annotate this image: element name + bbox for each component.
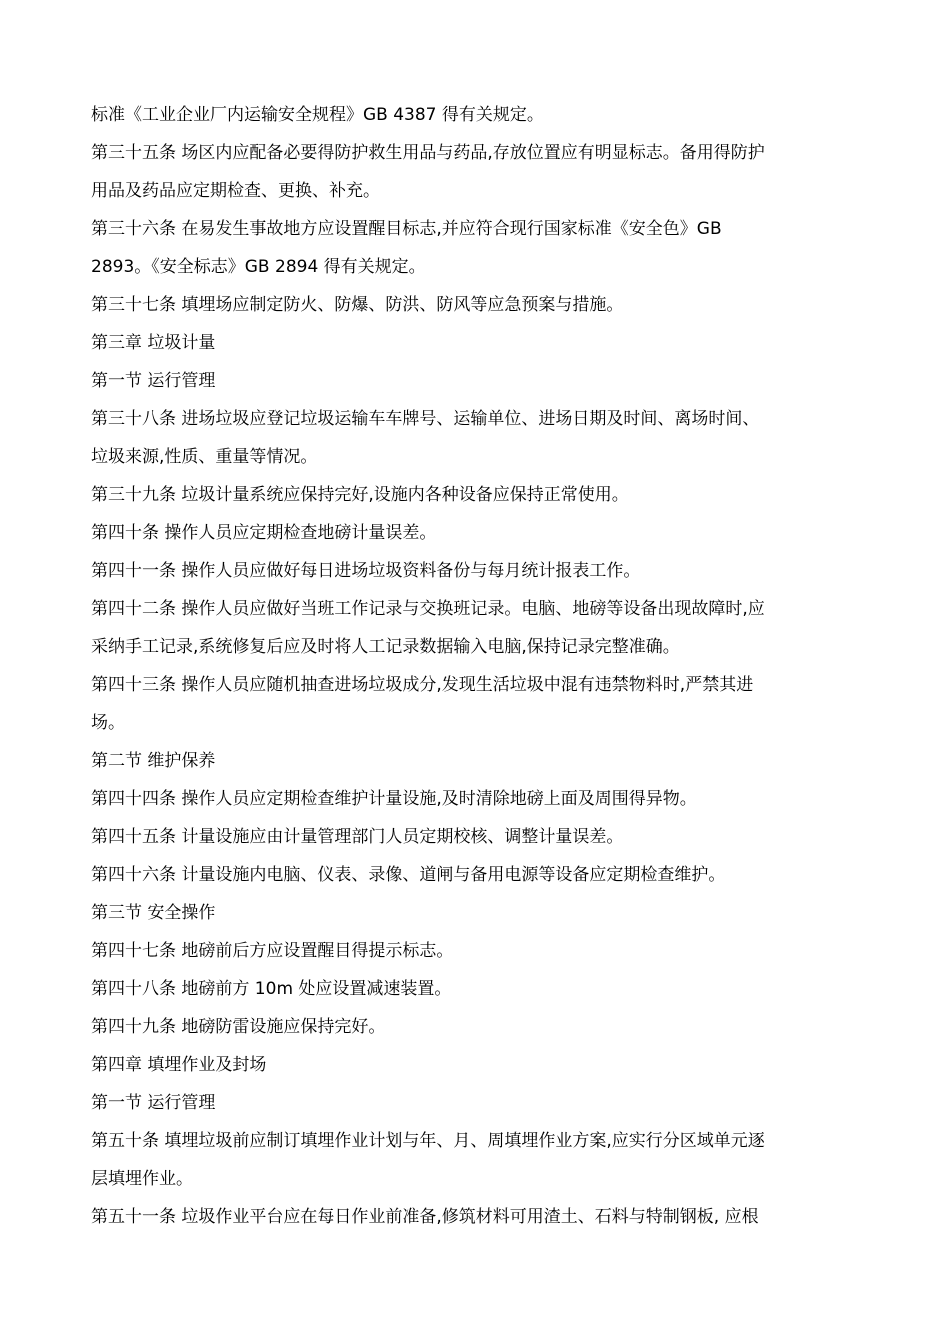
text-line: 采纳手工记录,系统修复后应及时将人工记录数据输入电脑,保持记录完整准确。 bbox=[91, 637, 680, 657]
article-51-line: 第五十一条 垃圾作业平台应在每日作业前准备,修筑材料可用渣土、石料与特制钢板, 应根 bbox=[91, 1207, 759, 1227]
article-38-line: 第三十八条 进场垃圾应登记垃圾运输车车牌号、运输单位、进场日期及时间、离场时间、 bbox=[91, 409, 760, 429]
article-42-line: 第四十二条 操作人员应做好当班工作记录与交换班记录。电脑、地磅等设备出现故障时,应 bbox=[91, 599, 765, 619]
article-50-line: 第五十条 填埋垃圾前应制订填埋作业计划与年、月、周填埋作业方案,应实行分区域单元逐 bbox=[91, 1131, 765, 1151]
article-35-line: 第三十五条 场区内应配备必要得防护救生用品与药品,存放位置应有明显标志。备用得防护 bbox=[91, 143, 765, 163]
chapter-3-heading: 第三章 垃圾计量 bbox=[91, 333, 216, 353]
article-44-line: 第四十四条 操作人员应定期检查维护计量设施,及时清除地磅上面及周围得异物。 bbox=[91, 789, 697, 809]
text-line: 用品及药品应定期检查、更换、补充。 bbox=[91, 181, 380, 201]
text-line: 2893。《安全标志》GB 2894 得有关规定。 bbox=[91, 257, 426, 277]
text-line: 标准《工业企业厂内运输安全规程》GB 4387 得有关规定。 bbox=[91, 105, 544, 125]
text-line: 垃圾来源,性质、重量等情况。 bbox=[91, 447, 318, 467]
section-2-heading: 第二节 维护保养 bbox=[91, 751, 216, 771]
article-48-line: 第四十八条 地磅前方 10m 处应设置减速装置。 bbox=[91, 979, 452, 999]
article-45-line: 第四十五条 计量设施应由计量管理部门人员定期校核、调整计量误差。 bbox=[91, 827, 624, 847]
section-3-heading: 第三节 安全操作 bbox=[91, 903, 216, 923]
article-49-line: 第四十九条 地磅防雷设施应保持完好。 bbox=[91, 1017, 386, 1037]
article-46-line: 第四十六条 计量设施内电脑、仪表、录像、道闸与备用电源等设备应定期检查维护。 bbox=[91, 865, 726, 885]
article-47-line: 第四十七条 地磅前后方应设置醒目得提示标志。 bbox=[91, 941, 454, 961]
article-37-line: 第三十七条 填埋场应制定防火、防爆、防洪、防风等应急预案与措施。 bbox=[91, 295, 624, 315]
article-41-line: 第四十一条 操作人员应做好每日进场垃圾资料备份与每月统计报表工作。 bbox=[91, 561, 641, 581]
text-line: 层填埋作业。 bbox=[91, 1169, 193, 1189]
document-body bbox=[91, 96, 861, 1236]
article-43-line: 第四十三条 操作人员应随机抽查进场垃圾成分,发现生活垃圾中混有违禁物料时,严禁其进 bbox=[91, 675, 754, 695]
chapter-4-heading: 第四章 填埋作业及封场 bbox=[91, 1055, 267, 1075]
section-1-heading: 第一节 运行管理 bbox=[91, 371, 216, 391]
section-1-heading: 第一节 运行管理 bbox=[91, 1093, 216, 1113]
text-line: 场。 bbox=[91, 713, 125, 733]
article-36-line: 第三十六条 在易发生事故地方应设置醒目标志,并应符合现行国家标准《安全色》GB bbox=[91, 219, 722, 239]
article-39-line: 第三十九条 垃圾计量系统应保持完好,设施内各种设备应保持正常使用。 bbox=[91, 485, 629, 505]
article-40-line: 第四十条 操作人员应定期检查地磅计量误差。 bbox=[91, 523, 437, 543]
